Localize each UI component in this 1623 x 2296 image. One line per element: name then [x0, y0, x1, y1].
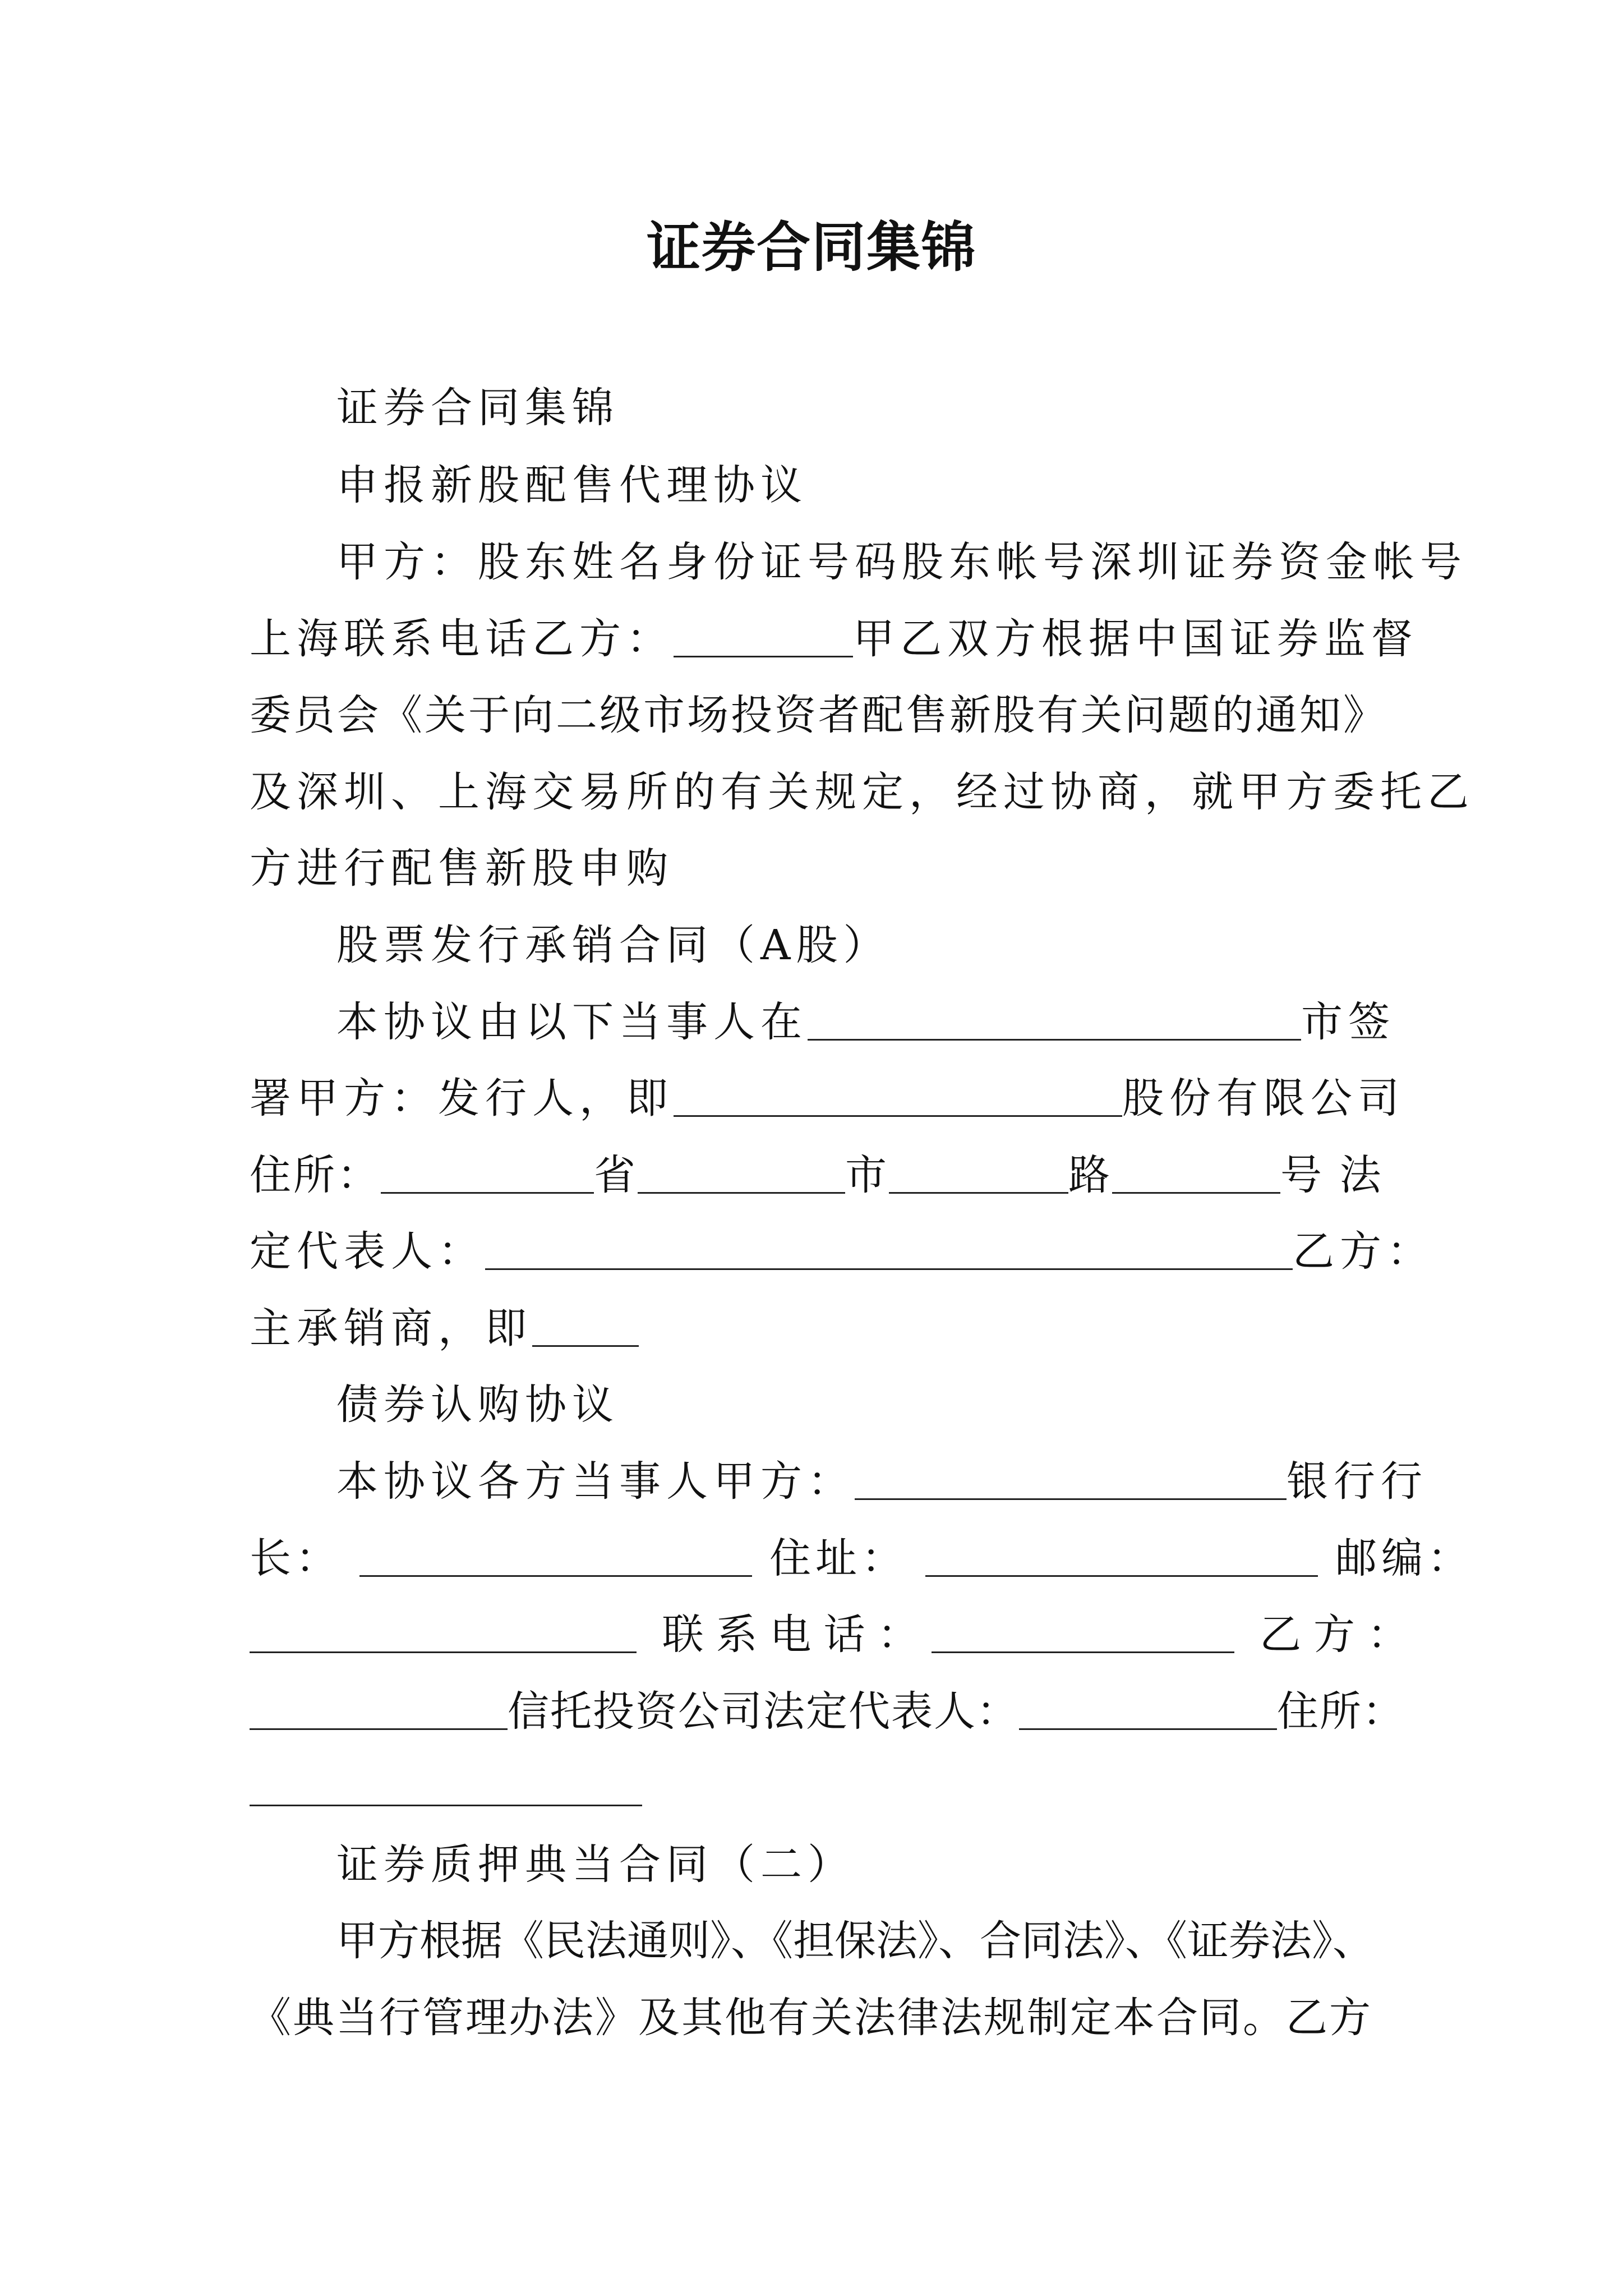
paragraph-line: 主承销商，即: [250, 1308, 1394, 1349]
paragraph-line: 署甲方：发行人，即 股份有限公司: [250, 1074, 1405, 1122]
blank-line: [932, 1614, 1234, 1653]
section-heading-stock-underwriting: 股票发行承销合同（A股）: [336, 921, 891, 969]
paragraph-line: 信托投资公司法定代表人： 住所：: [250, 1691, 1394, 1732]
blank-line: [925, 1538, 1318, 1577]
blank-line: [1019, 1691, 1277, 1730]
blank-line: [808, 1002, 1301, 1041]
paragraph-line: 甲方：股东姓名身份证号码股东帐号深圳证券资金帐号: [336, 538, 1467, 586]
blank-line: [889, 1155, 1068, 1194]
document-title: 证券合同集锦: [647, 215, 976, 279]
paragraph-line: 本协议各方当事人甲方： 银行行: [336, 1457, 1428, 1506]
blank-line: [250, 1614, 637, 1653]
paragraph-line: 方进行配售新股申购: [250, 844, 674, 892]
blank-line: [250, 1768, 642, 1806]
blank-line: [674, 619, 853, 657]
section-heading-bond-subscription: 债券认购协议: [336, 1381, 619, 1429]
blank-line: [359, 1538, 752, 1577]
subtitle: 证券合同集锦: [336, 384, 619, 432]
paragraph-line: 住所： 省 市 路 号 法: [250, 1151, 1384, 1199]
blank-line: [532, 1308, 639, 1347]
blank-line: [638, 1155, 845, 1194]
paragraph-line: 长： 住址： 邮编：: [250, 1534, 1474, 1582]
paragraph-line: 《典当行管理办法》及其他有关法律法规制定本合同。乙方: [250, 1994, 1372, 2042]
section-heading-new-share-allotment: 申报新股配售代理协议: [336, 461, 808, 509]
blank-line: [485, 1231, 1293, 1270]
blank-line: [381, 1155, 594, 1194]
paragraph-line: 联系电话： 乙方：: [250, 1614, 1394, 1655]
section-heading-securities-pledge: 证券质押典当合同（二）: [336, 1841, 855, 1889]
blank-line: [674, 1078, 1122, 1117]
paragraph-line: 甲方根据《民法通则》、《担保法》、合同法》、《证券法》、: [336, 1917, 1374, 1965]
blank-line: [1112, 1155, 1280, 1194]
paragraph-line: 定代表人： 乙方：: [250, 1227, 1434, 1276]
paragraph-line: [250, 1767, 1394, 1809]
paragraph-line: 委员会《关于向二级市场投资者配售新股有关问题的通知》: [250, 691, 1387, 739]
paragraph-line: 上海联系电话乙方： 甲乙双方根据中国证券监督: [250, 615, 1418, 663]
blank-line: [855, 1461, 1287, 1500]
blank-line: [250, 1691, 508, 1730]
paragraph-line: 及深圳、上海交易所的有关规定，经过协商，就甲方委托乙: [250, 768, 1474, 816]
paragraph-line: 本协议由以下当事人在 市签: [336, 998, 1395, 1046]
